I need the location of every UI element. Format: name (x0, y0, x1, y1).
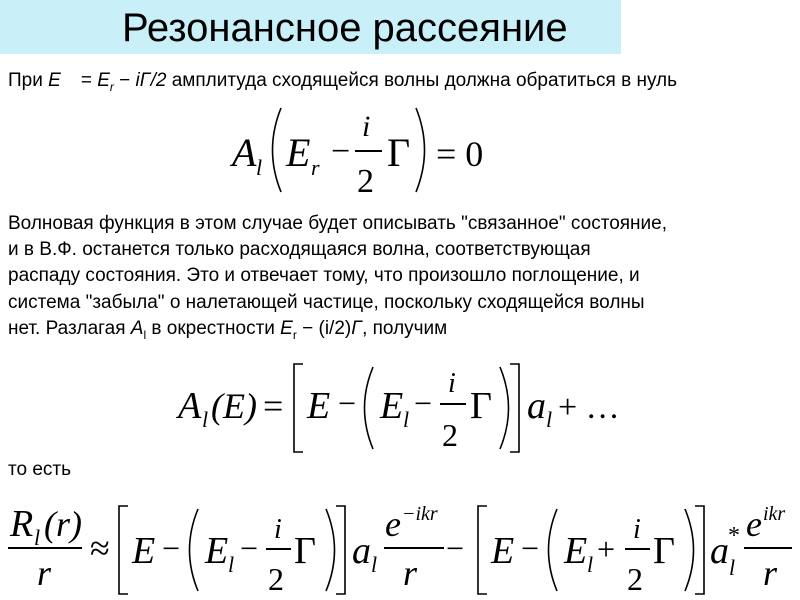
eq2-E-arg: (E) (211, 386, 257, 426)
para-line: распаду состояния. Это и отвечает тому, что произошло поглощение, и (8, 265, 640, 287)
eq2-minus-1: − (338, 385, 357, 421)
eq2-two: 2 (442, 417, 458, 453)
eq3-exp-neg: −ikr (402, 503, 438, 525)
eq2-l: l (202, 407, 209, 432)
eq3-minus-1: − (162, 530, 181, 566)
eq3-a-1: a (352, 530, 371, 572)
eq1-E: E (286, 130, 311, 175)
eq3-e-1: e (385, 504, 401, 544)
eq3-minus-4: − (521, 530, 540, 566)
eq3-a-sub-l-1: l (371, 552, 378, 577)
eq2-a-sub-l: l (546, 407, 553, 432)
eq1-A: A (232, 130, 257, 175)
eq1-gamma: Γ (387, 130, 411, 175)
eq3-left-bracket-2 (478, 506, 487, 594)
eq3-E-2: E (491, 530, 515, 572)
eq3-E-l-2: E (564, 530, 588, 572)
eq3-E-1: E (132, 530, 156, 572)
eq3-E-l-1: E (205, 530, 229, 572)
eq3-r-arg: (r) (44, 504, 82, 544)
eq3-sub-l-2: l (587, 552, 594, 577)
eq2-sub-l: l (403, 407, 410, 432)
eq3-R: R (10, 503, 34, 545)
intro-line: При $E = E_r - i\Gamma/2$ амплитуда сходящейся волны должна обратиться в нуль (8, 70, 678, 94)
eq3-left-paren-2 (549, 509, 558, 591)
eq3-gamma-2: Γ (653, 530, 675, 572)
slide-title: Резонансное рассеяние (122, 6, 568, 50)
eq1-r: r (311, 155, 320, 180)
eq3-denom-r-2: r (403, 553, 418, 593)
para-line: система "забыла" о налетающей частице, поскольку сходящейся волны (8, 291, 645, 313)
eq3-sub-l-1: l (228, 552, 235, 577)
eq3-right-bracket-1 (336, 506, 345, 594)
eq3-i-1: i (274, 514, 282, 545)
eq3-right-bracket-2 (695, 506, 704, 594)
eq1-minus: − (331, 133, 351, 170)
eq2-minus-2: − (414, 385, 433, 421)
eq2-equals: = (263, 386, 284, 426)
eq2-E-l: E (380, 385, 404, 427)
eq3-a-sub-l-2: l (729, 555, 736, 580)
para-line: Волновая функция в этом случае будет описывать "связанное" состояние, (8, 213, 667, 234)
eq2-a: a (527, 385, 546, 427)
eq3-minus-3: − (446, 530, 465, 566)
eq3-left-paren-1 (190, 509, 199, 591)
eq2-E: E (307, 385, 331, 427)
eq3-plus: + (597, 531, 616, 567)
eq3-star: * (728, 523, 740, 549)
eq1-equals: = 0 (436, 134, 484, 174)
eq3-left-bracket-1 (119, 506, 128, 594)
eq3-e-2: e (746, 504, 762, 544)
eq1-l: l (256, 155, 263, 180)
eq3-two-1: 2 (268, 561, 284, 597)
eq3-i-2: i (633, 514, 641, 545)
eq2-gamma: Γ (470, 385, 492, 427)
eq3-right-paren-2 (685, 509, 694, 591)
eq2-A: A (178, 385, 202, 427)
eq3-R-sub-l: l (34, 525, 41, 550)
eq1-i: i (362, 110, 371, 143)
eq2-i: i (448, 368, 456, 399)
eq3-gamma-1: Γ (294, 530, 316, 572)
eq3-two-2: 2 (627, 561, 643, 597)
eq3-denom-r-3: r (763, 553, 778, 593)
eq3-denom-r-1: r (37, 553, 52, 593)
eq3-minus-2: − (240, 530, 259, 566)
eq1-two: 2 (357, 163, 374, 200)
para-line: нет. Разлагая $A_l$ в окрестности $E_r - (i/2)\Gamma$, получим (8, 317, 448, 342)
eq2-plus-dots: + … (558, 389, 620, 426)
eq3-approx: ≈ (90, 528, 110, 568)
to-est-label: то есть (8, 459, 72, 480)
para-line: и в В.Ф. останется только расходящаяся волна, соответствующая (8, 239, 591, 261)
eq3-a-2: a (710, 530, 729, 572)
eq3-right-paren-1 (326, 509, 335, 591)
eq3-exp-pos: ikr (763, 503, 786, 525)
